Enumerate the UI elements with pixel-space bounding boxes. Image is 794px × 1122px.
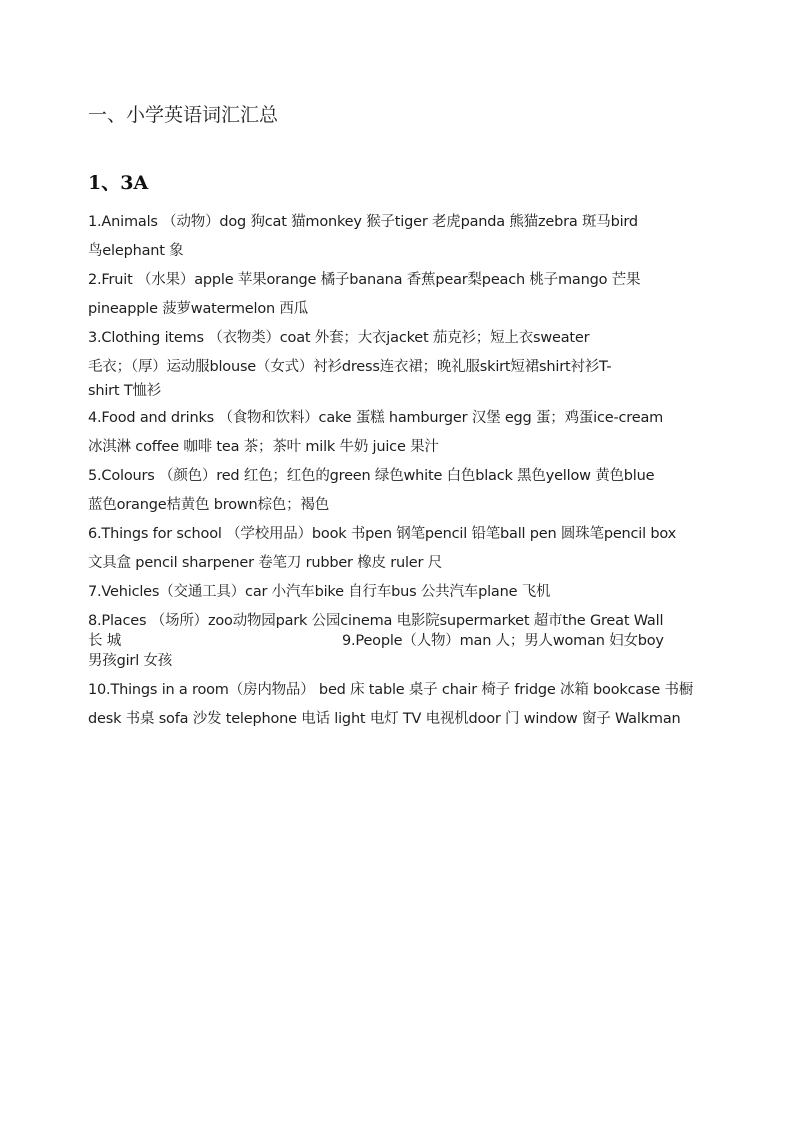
vocab-line: shirt T恤衫 [88,383,162,399]
vocab-line: 3.Clothing items （衣物类）coat 外套；大衣jacket 茄克衫；短上衣sweater [88,330,590,346]
vocab-line-continued: 9.People（人物）man 人；男人woman 妇女boy [342,633,664,649]
vocab-line: 1.Animals （动物）dog 狗cat 猫monkey 猴子tiger 老虎panda 熊猫zebra 斑马bird [88,214,638,230]
vocab-line: 6.Things for school （学校用品）book 书pen 钢笔pencil 铅笔ball pen 圆珠笔pencil box [88,526,676,542]
vocab-line: 鸟elephant 象 [88,243,184,259]
vocab-line: 10.Things in a room（房内物品） bed 床 table 桌子 chair 椅子 fridge 冰箱 bookcase 书橱 [88,682,694,698]
vocab-line: 冰淇淋 coffee 咖啡 tea 茶；茶叶 milk 牛奶 juice 果汁 [88,439,439,455]
vocab-line: 4.Food and drinks （食物和饮料）cake 蛋糕 hamburger 汉堡 egg 蛋；鸡蛋ice-cream [88,410,664,426]
vocab-line: 5.Colours （颜色）red 红色；红色的green 绿色white 白色black 黑色yellow 黄色blue [88,468,655,484]
vocab-line: 7.Vehicles（交通工具）car 小汽车bike 自行车bus 公共汽车plane 飞机 [88,584,551,600]
vocab-line: 2.Fruit （水果）apple 苹果orange 橘子banana 香蕉pear梨peach 桃子mango 芒果 [88,272,641,288]
vocab-line: 毛衣；（厚）运动服blouse（女式）衬衫dress连衣裙；晚礼服skirt短裙shirt衬衫T- [88,359,612,375]
vocab-line: 8.Places （场所）zoo动物园park 公园cinema 电影院supermarket 超市the Great Wall [88,613,664,629]
vocab-line: 蓝色orange桔黄色 brown棕色；褐色 [88,497,330,513]
section-heading: 一、小学英语词汇汇总 [88,104,279,126]
vocab-line: 文具盒 pencil sharpener 卷笔刀 rubber 橡皮 ruler 尺 [88,555,443,571]
vocab-line: pineapple 菠萝watermelon 西瓜 [88,301,308,317]
subsection-heading: 1、3A [88,172,149,194]
vocab-line-start: 长 城 [88,633,122,649]
vocab-line [88,631,664,651]
vocab-line: desk 书桌 sofa 沙发 telephone 电话 light 电灯 TV 电视机door 门 window 窗子 Walkman [88,711,681,727]
vocab-line: 男孩girl 女孩 [88,653,173,669]
